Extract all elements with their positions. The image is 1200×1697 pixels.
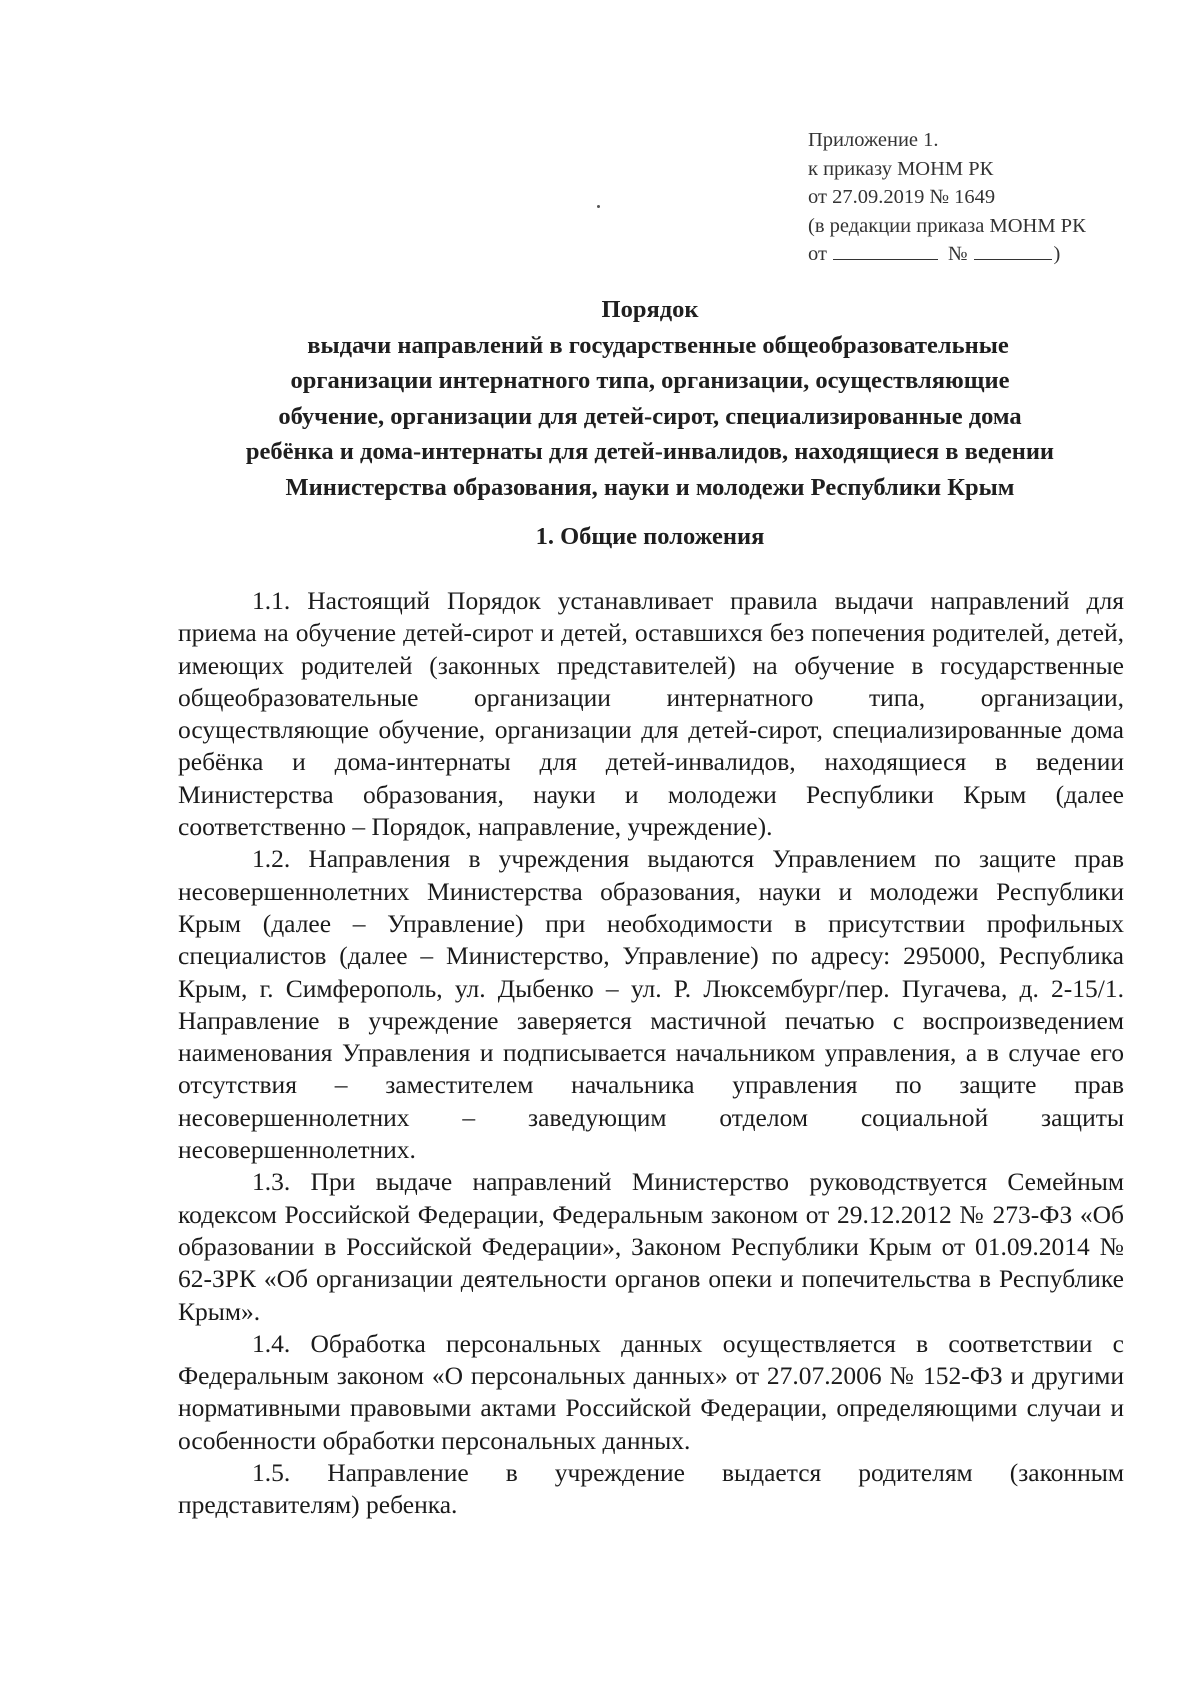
paragraph-1-5: 1.5. Направление в учреждение выдается родителям (законным представителям) ребенка. bbox=[178, 1458, 1124, 1520]
annex-note bbox=[808, 126, 1148, 269]
title-line-5: ребёнка и дома-интернаты для детей-инвалидов, находящиеся в ведении bbox=[245, 438, 1055, 465]
document-title bbox=[170, 292, 1130, 505]
date-blank-line bbox=[833, 242, 938, 260]
annex-line-3: от 27.09.2019 № 1649 bbox=[808, 186, 996, 208]
scan-dot-mark bbox=[597, 205, 600, 208]
annex-line-5 bbox=[808, 240, 1148, 269]
annex-line-2: к приказу МОНМ РК bbox=[808, 157, 994, 180]
title-line-6: Министерства образования, науки и молодежи Республики Крым bbox=[285, 473, 1015, 501]
title-line-4: обучение, организации для детей-сирот, специализированные дома bbox=[278, 402, 1022, 430]
title-line-3: организации интернатного типа, организации, осуществляющие bbox=[290, 367, 1010, 394]
paragraph-1-2: 1.2. Направления в учреждения выдаются Управлением по защите прав несовершеннолетних Министерства образования, науки и молодежи Республики Крым (далее – Управление) при необходимости в присутствии профильных специалистов (далее – Министерство, Управление) по адресу: 295000, Республика Крым, г. Симферополь, ул. Дыбенко – ул. Р. Люксембург/пер. Пугачева, д. 2-15/1. Направление в учреждение заверяется мастичной печатью с воспроизведением наименования Управления и подписывается начальником управления, а в случае его отсутствия – заместителем начальника управления по защите прав несовершеннолетних – заведующим отделом социальной защиты несовершеннолетних. bbox=[178, 844, 1124, 1165]
annex-line-1: Приложение 1. bbox=[808, 129, 939, 151]
document-body bbox=[178, 585, 1124, 1522]
annex-line-4: (в редакции приказа МОНМ РК bbox=[808, 214, 1086, 237]
paragraph-1-3: 1.3. При выдаче направлений Министерство руководствуется Семейным кодексом Российской Федерации, Федеральным законом от 29.12.2012 № 273-ФЗ «Об образовании в Российской Федерации», Законом Республики Крым от 01.09.2014 № 62-ЗРК «Об организации деятельности органов опеки и попечительства в Республике Крым». bbox=[178, 1167, 1124, 1326]
title-line-2: выдачи направлений в государственные общеобразовательные bbox=[307, 331, 1009, 359]
annex-close-paren: ) bbox=[1053, 243, 1061, 265]
paragraph-1-1: 1.1. Настоящий Порядок устанавливает правила выдачи направлений для приема на обучение детей-сирот и детей, оставшихся без попечения родителей, детей, имеющих родителей (законных представителей) на обучение в государственные общеобразовательные организации интернатного типа, организации, осуществляющие обучение, организации для детей-сирот, специализированные дома ребёнка и дома-интернаты для детей-инвалидов, находящиеся в ведении Министерства образования, науки и молодежи Республики Крым (далее соответственно – Порядок, направление, учреждение). bbox=[178, 586, 1124, 842]
annex-number-sign: № bbox=[947, 243, 968, 265]
paragraph-1-4: 1.4. Обработка персональных данных осуществляется в соответствии с Федеральным законом «О персональных данных» от 27.07.2006 № 152-ФЗ и другими нормативными правовыми актами Российской Федерации, определяющими случаи и особенности обработки персональных данных. bbox=[178, 1328, 1124, 1455]
section-heading: 1. Общие положения bbox=[535, 523, 765, 550]
annex-date-prefix: от bbox=[808, 243, 827, 265]
number-blank-line bbox=[974, 242, 1052, 260]
title-line-1: Порядок bbox=[601, 296, 699, 323]
